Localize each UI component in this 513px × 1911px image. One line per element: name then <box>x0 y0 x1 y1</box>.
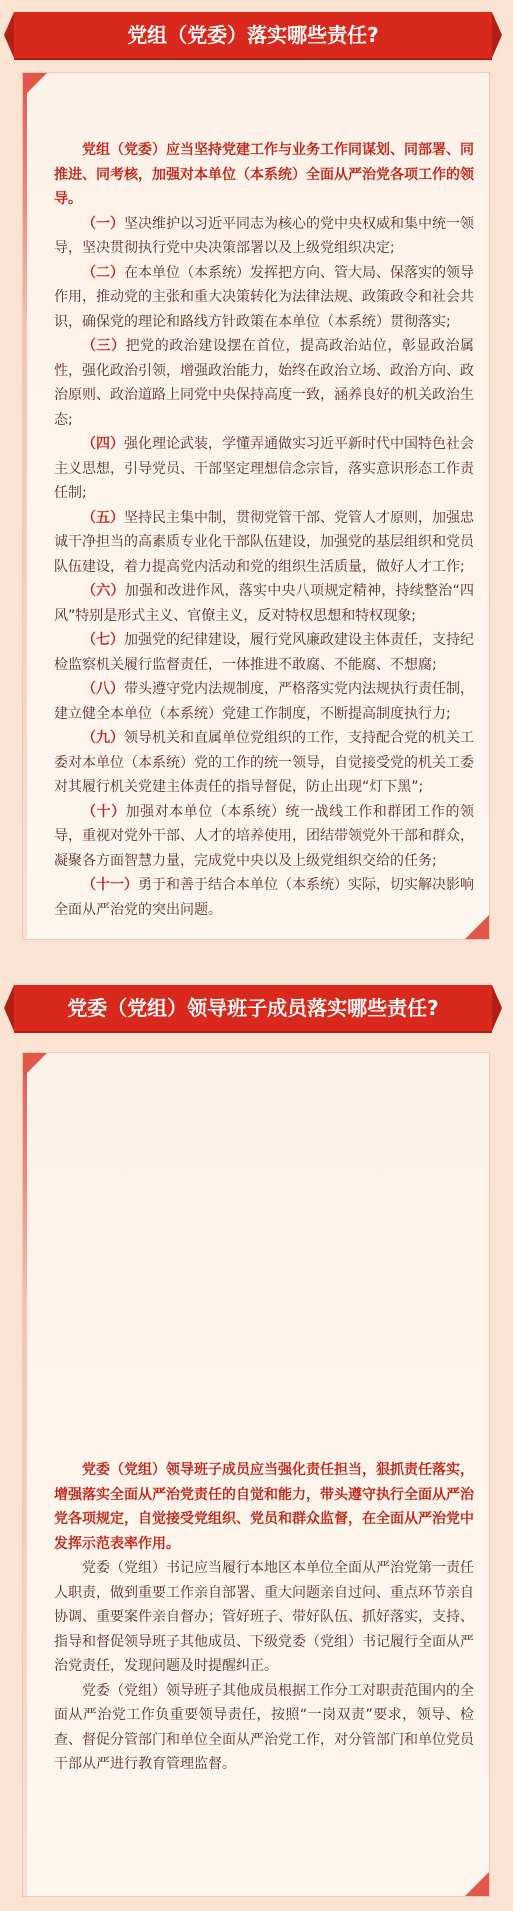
list-item: （八）带头遵守党内法规制度，严格落实党内法规执行责任制，建立健全本单位（本系统）党建工作制度，不断提高制度执行力; <box>54 681 474 722</box>
list-item: （七）加强党的纪律建设，履行党风廉政建设主体责任，支持纪检监察机关履行监督责任，一体推进不敢腐、不能腐、不想腐; <box>54 632 474 673</box>
section2-body <box>54 1458 474 1777</box>
ribbon-fold-left <box>4 985 14 1031</box>
section2-title: 党委（党组）领导班子成员落实哪些责任? <box>67 996 439 1020</box>
card-edge-decoration <box>23 1053 27 1896</box>
card-corner-bottom-right <box>465 1872 489 1896</box>
section1-body <box>54 138 474 922</box>
list-item: （六）加强和改进作风，落实中央八项规定精神，持续整治“四风”特别是形式主义、官僚主义，反对特权思想和特权现象; <box>54 583 474 624</box>
ribbon-fold-right <box>492 12 502 58</box>
card-corner-top-left <box>23 73 47 97</box>
section1-lead: 党组（党委）应当坚持党建工作与业务工作同谋划、同部署、同推进、同考核，加强对本单位（本系统）全面从严治党各项工作的领导。 <box>54 142 474 207</box>
list-item: （三）把党的政治建设摆在首位，提高政治站位，彰显政治属性，强化政治引领，增强政治能力，始终在政治立场、政治方向、政治原则、政治道路上同党中央保持高度一致，涵养良好的机关政治生态; <box>54 338 475 428</box>
ribbon-fold-right <box>492 985 502 1031</box>
section2-lead: 党委（党组）领导班子成员应当强化责任担当，狠抓责任落实，增强落实全面从严治党责任的自觉和能力，带头遵守执行全面从严治党各项规定，自觉接受党组织、党员和群众监督，在全面从严治党中发挥示范表率作用。 <box>54 1462 474 1552</box>
card-corner-top-left <box>23 1053 47 1077</box>
list-item: （十）加强对本单位（本系统）统一战线工作和群团工作的领导，重视对党外干部、人才的培养使用，团结带领党外干部和群众，凝聚各方面智慧力量，完成党中央以及上级党组织交给的任务; <box>54 803 475 869</box>
card-edge-decoration <box>23 73 27 939</box>
list-item: （四）强化理论武装，学懂弄通做实习近平新时代中国特色社会主义思想，引导党员、干部坚定理想信念宗旨，落实意识形态工作责任制; <box>54 436 474 501</box>
list-item: （五）坚持民主集中制，贯彻党管干部、党管人才原则，加强忠诚干净担当的高素质专业化干部队伍建设，加强党的基层组织和党员队伍建设，着力提高党内活动和党的组织生活质量，做好人才工作; <box>54 509 474 575</box>
list-item: （二）在本单位（本系统）发挥把方向、管大局、保落实的领导作用，推动党的主张和重大决策转化为法律法规、政策政令和社会共识，确保党的理论和路线方针政策在本单位（本系统）贯彻落实; <box>54 264 474 330</box>
section1-title-bar <box>14 12 492 58</box>
paragraph: 党委（党组）领导班子其他成员根据工作分工对职责范围内的全面从严治党工作负重要领导责任，按照“一岗双责”要求，领导、检查、督促分管部门和单位全面从严治党工作，对分管部门和单位党员干部从严进行教育管理监督。 <box>54 1682 474 1772</box>
list-item: （九）领导机关和直属单位党组织的工作，支持配合党的机关工委对本单位（本系统）党的工作的统一领导，自觉接受党的机关工委对其履行机关党建主体责任的指导督促，防止出现“灯下黑”; <box>54 730 474 795</box>
paragraph: 党委（党组）书记应当履行本地区本单位全面从严治党第一责任人职责，做到重要工作亲自部署、重大问题亲自过问、重点环节亲自协调、重要案件亲自督办；管好班子、带好队伍、抓好落实，支持、指导和督促领导班子其他成员、下级党委（党组）书记履行全面从严治党责任，发现问题及时提醒纠正。 <box>54 1560 474 1674</box>
ribbon-fold-left <box>4 12 14 58</box>
list-item: （一）坚决维护以习近平同志为核心的党中央权威和集中统一领导，坚决贯彻执行党中央决策部署以及上级党组织决定; <box>54 215 474 256</box>
list-item: （十一）勇于和善于结合本单位（本系统）实际，切实解决影响全面从严治党的突出问题。 <box>54 877 474 918</box>
section2-title-bar <box>14 985 492 1031</box>
section1-title: 党组（党委）落实哪些责任? <box>127 23 379 47</box>
